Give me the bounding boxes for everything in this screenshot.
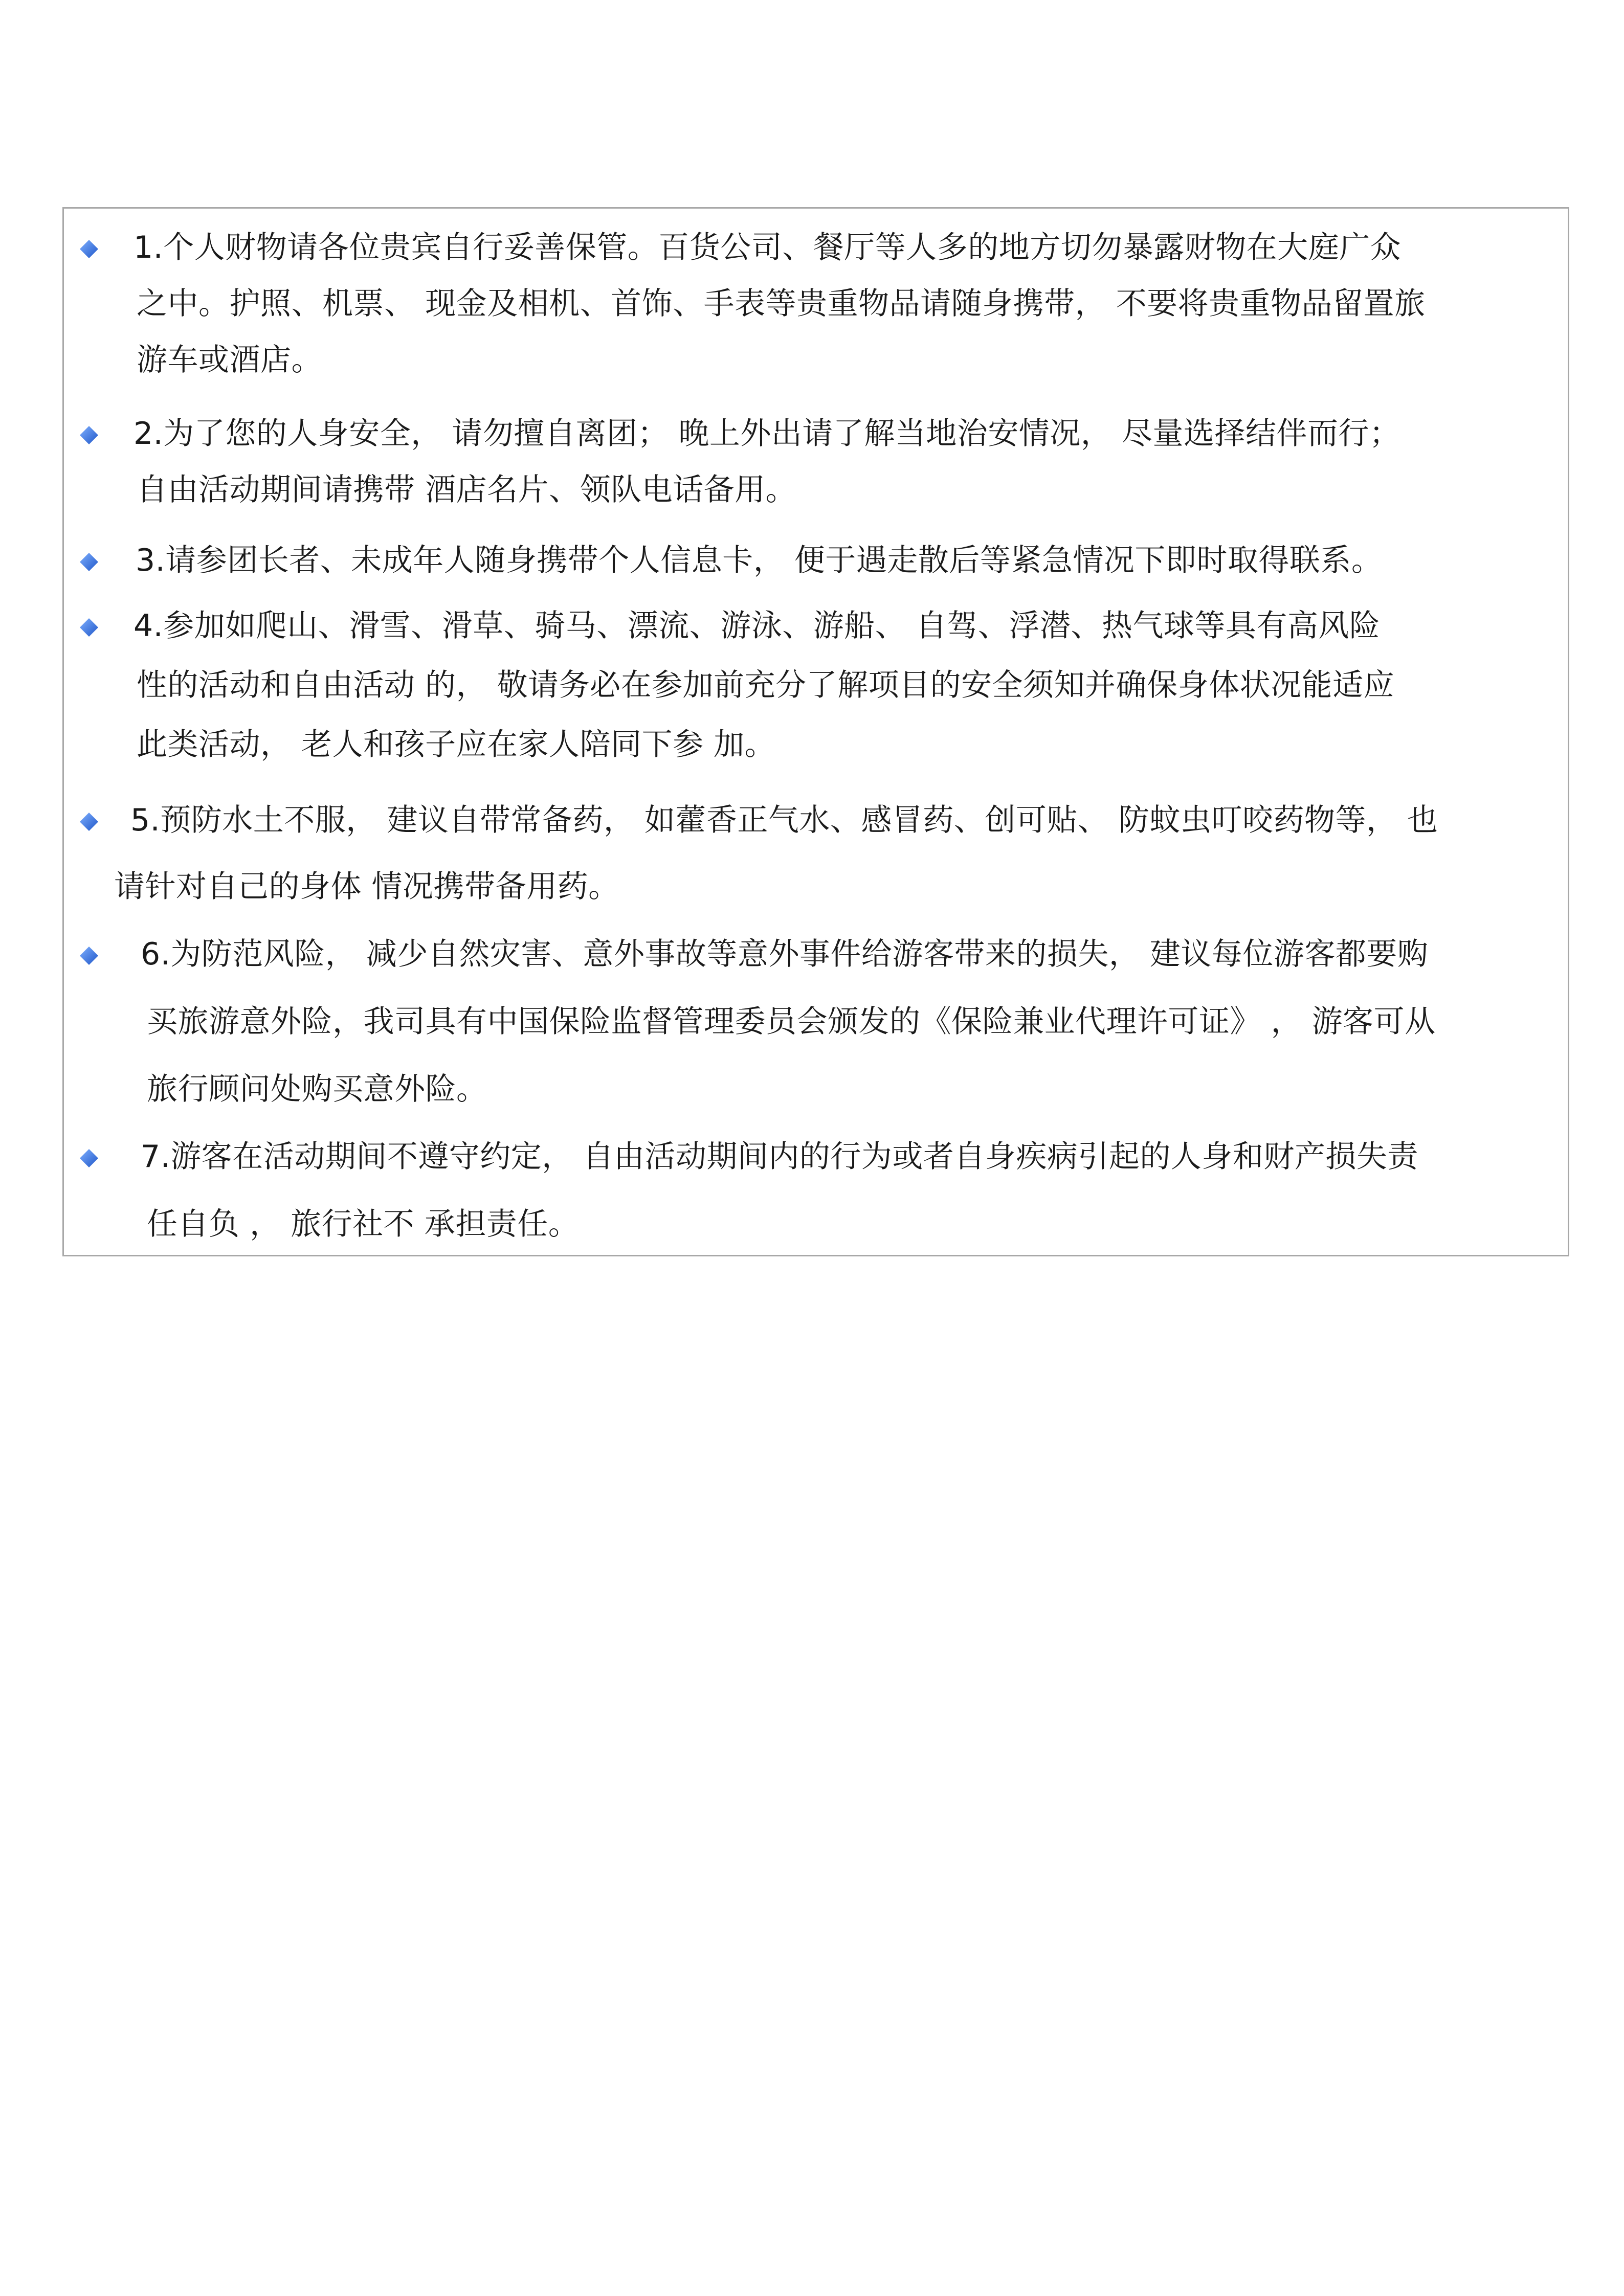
notice-item-6-line-3: 旅行顾问处购买意外险。 <box>147 1071 487 1107</box>
notice-item-4-line-1: 4.参加如爬山、滑雪、滑草、骑马、漂流、游泳、游船、 自驾、浮潜、热气球等具有高风险 <box>134 608 1381 644</box>
notice-item-1-line-3: 游车或酒店。 <box>137 342 322 378</box>
notice-item-5-line-1: 5.预防水土不服， 建议自带常备药， 如藿香正气水、感冒药、创可贴、 防蚊虫叮咬药物等， 也 <box>130 802 1438 838</box>
blue-diamond-icon <box>79 946 99 965</box>
notice-item-1-line-2: 之中。护照、机票、 现金及相机、首饰、手表等贵重物品请随身携带， 不要将贵重物品留置旅 <box>137 286 1426 322</box>
notice-item-7-line-2: 任自负 ， 旅行社不 承担责任。 <box>147 1206 580 1242</box>
notice-item-2-line-2: 自由活动期间请携带 酒店名片、领队电话备用。 <box>137 472 797 508</box>
blue-diamond-icon <box>79 1149 99 1168</box>
notice-item-6-line-2: 买旅游意外险，我司具有中国保险监督管理委员会颁发的《保险兼业代理许可证》 ， 游客可从 <box>147 1004 1436 1040</box>
notice-item-3-line-1: 3.请参团长者、未成年人随身携带个人信息卡， 便于遇走散后等紧急情况下即时取得联系。 <box>136 543 1383 578</box>
notice-item-7-line-1: 7.游客在活动期间不遵守约定， 自由活动期间内的行为或者自身疾病引起的人身和财产损失责 <box>141 1139 1418 1175</box>
notice-item-1-line-1: 1.个人财物请各位贵宾自行妥善保管。百货公司、餐厅等人多的地方切勿暴露财物在大庭广众 <box>134 230 1401 265</box>
blue-diamond-icon <box>79 812 99 831</box>
notice-item-6-line-1: 6.为防范风险， 减少自然灾害、意外事故等意外事件给游客带来的损失， 建议每位游客都要购 <box>141 936 1429 972</box>
blue-diamond-icon <box>79 618 99 637</box>
blue-diamond-icon <box>79 239 99 259</box>
notice-item-4-line-2: 性的活动和自由活动 的， 敬请务必在参加前充分了解项目的安全须知并确保身体状况能适应 <box>137 667 1395 703</box>
safety-notice-box <box>62 207 1569 1256</box>
blue-diamond-icon <box>79 425 99 445</box>
notice-item-2-line-1: 2.为了您的人身安全， 请勿擅自离团； 晚上外出请了解当地治安情况， 尽量选择结伴而行； <box>134 416 1400 452</box>
blue-diamond-icon <box>79 552 99 572</box>
notice-item-5-line-2: 请针对自己的身体 情况携带备用药。 <box>114 869 619 905</box>
notice-item-4-line-3: 此类活动， 老人和孩子应在家人陪同下参 加。 <box>137 727 776 762</box>
